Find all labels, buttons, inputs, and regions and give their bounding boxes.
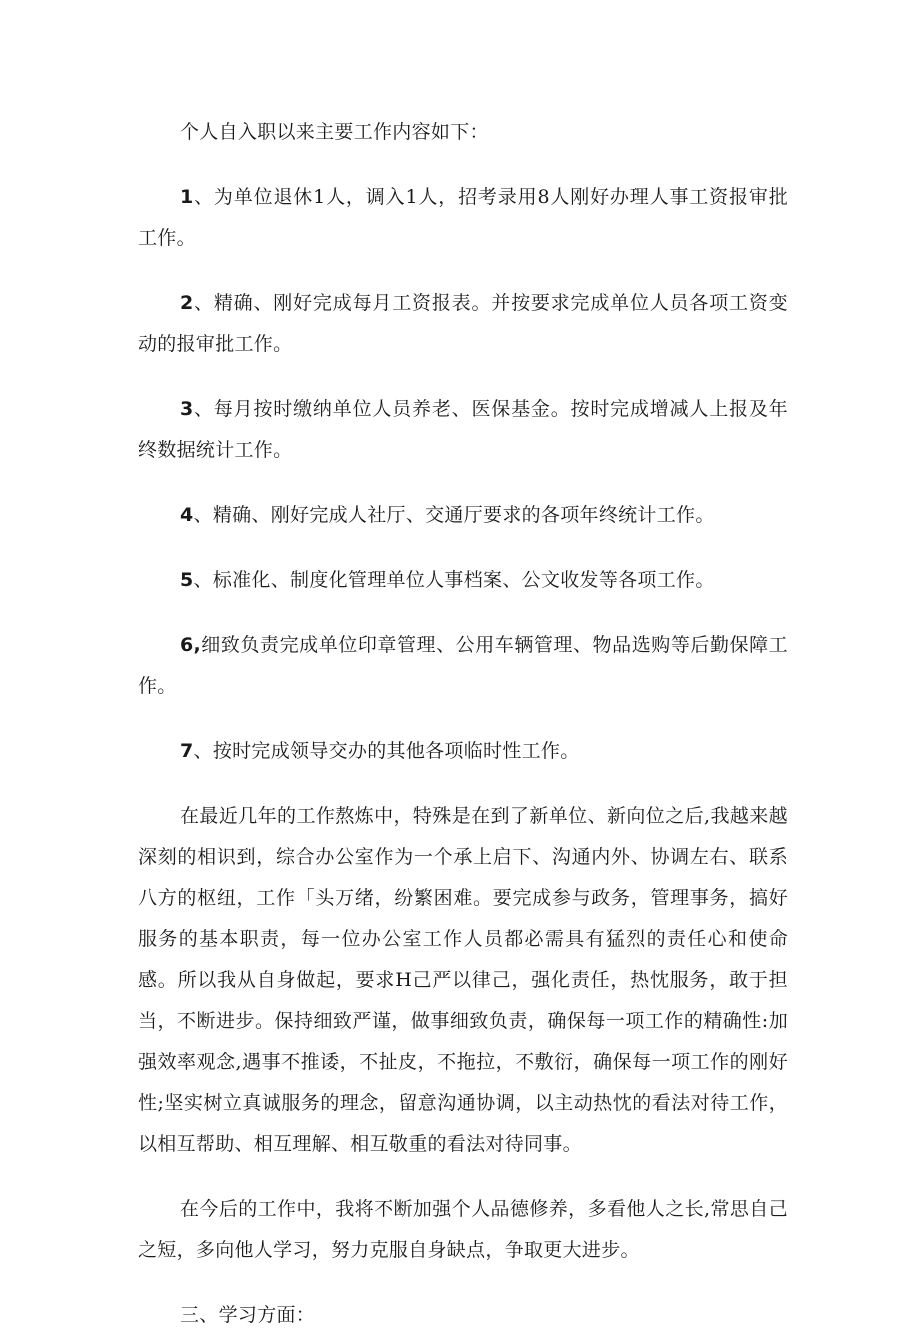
item-number: 3 — [180, 398, 194, 420]
item-number: 4 — [180, 504, 194, 526]
list-item — [138, 625, 788, 707]
item-text: 细致负责完成单位印章管理、公用车辆管理、物品选购等后勤保障工作。 — [138, 634, 788, 697]
item-text: 、每月按时缴纳单位人员养老、医保基金。按时完成增减人上报及年终数据统计工作。 — [138, 398, 788, 461]
item-number: 1 — [180, 186, 194, 208]
list-item — [138, 177, 788, 259]
section-heading: 三、学习方面： — [180, 1304, 316, 1326]
list-item — [138, 731, 788, 772]
list-item — [138, 283, 788, 365]
item-number: 5 — [180, 569, 194, 591]
item-text: 、精确、刚好完成每月工资报表。并按要求完成单位人员各项工资变动的报审批工作。 — [138, 292, 788, 355]
item-text: 、按时完成领导交办的其他各项临时性工作。 — [193, 740, 580, 762]
item-number: 6, — [180, 634, 202, 656]
list-item — [138, 495, 788, 536]
intro-paragraph: 个人自入职以来主要工作内容如下： — [180, 121, 489, 143]
body-paragraph-2: 在今后的工作中，我将不断加强个人品德修养，多看他人之长,常思自己之短，多向他人学习，努力克服自身缺点，争取更大进步。 — [138, 1198, 788, 1261]
body-paragraph-1: 在最近几年的工作熬炼中，特殊是在到了新单位、新向位之后,我越来越深刻的相识到，综合办公室作为一个承上启下、沟通内外、协调左右、联系八方的枢纽，工作「头万绪，纷繁困难。要完成参与政务，管理事务，搞好服务的基本职责，每一位办公室工作人员都必需具有猛烈的责任心和使命感。所以我从自身做起，要求H己严以律己，强化责任，热忱服务，敢于担当，不断进步。保持细致严谨，做事细致负责，确保每一项工作的精确性:加强效率观念,遇事不推诿，不扯皮，不拖拉，不敷衍，确保每一项工作的刚好性;坚实树立真诚服务的理念，留意沟通协调，以主动热忱的看法对待工作，以相互帮助、相互理解、相互敬重的看法对待同事。 — [138, 805, 788, 1155]
document-page — [138, 112, 788, 1336]
item-text: 、为单位退休1人，调入1人，招考录用8人刚好办理人事工资报审批工作。 — [138, 186, 788, 249]
item-number: 2 — [180, 292, 194, 314]
item-text: 、标准化、制度化管理单位人事档案、公文收发等各项工作。 — [193, 569, 715, 591]
list-item — [138, 560, 788, 601]
item-number: 7 — [180, 740, 194, 762]
list-item — [138, 389, 788, 471]
item-text: 、精确、刚好完成人社厅、交通厅要求的各项年终统计工作。 — [193, 504, 715, 526]
